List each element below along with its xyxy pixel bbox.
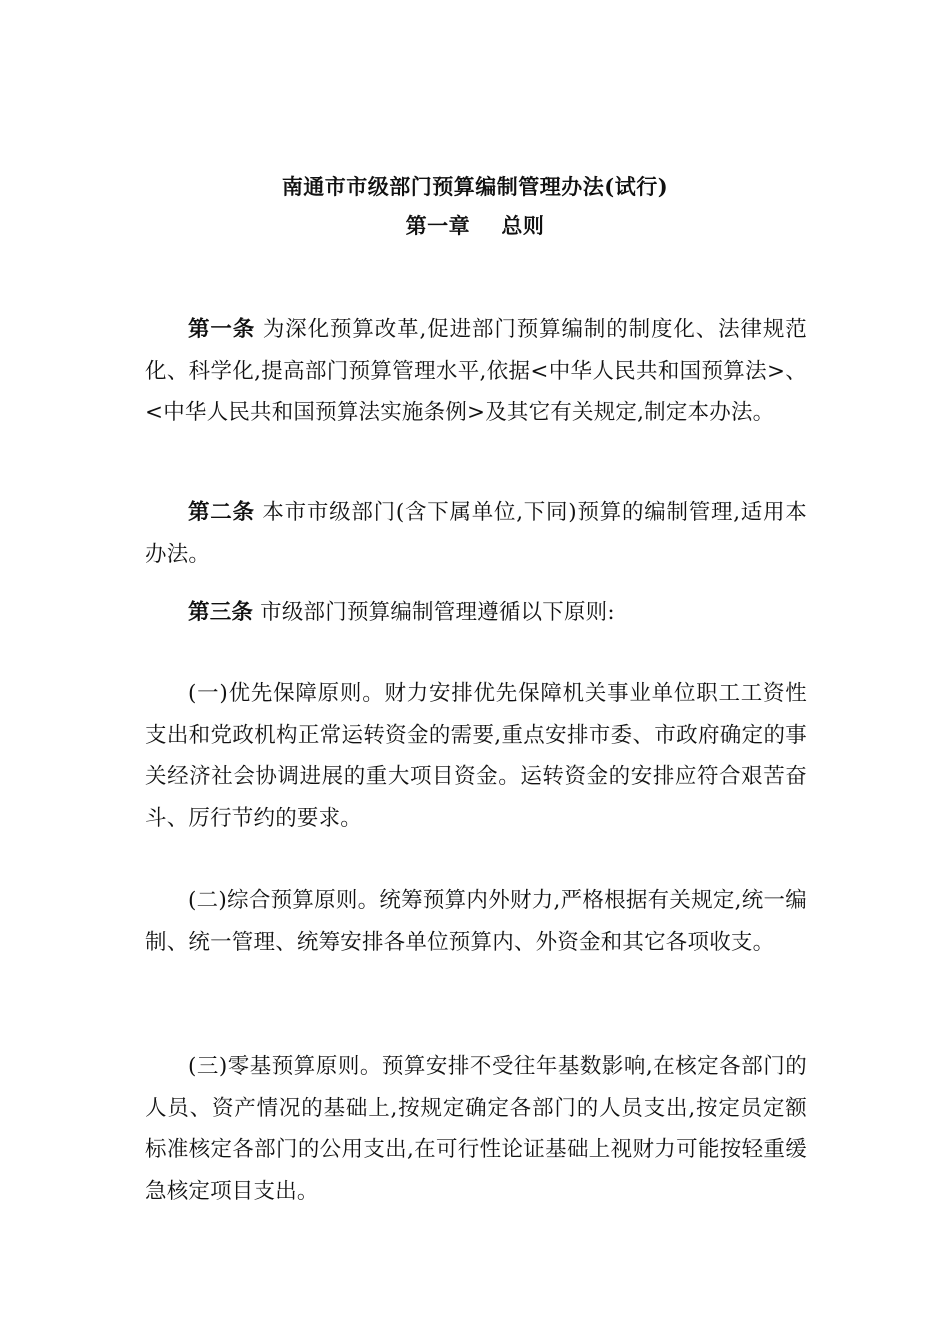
chapter-heading-text: 第一章 总则 — [405, 213, 545, 238]
article-2-label: 第二条 — [188, 500, 255, 525]
principle-2: (二)综合预算原则。统筹预算内外财力,严格根据有关规定,统一编制、统一管理、统筹安排各单位预算内、外资金和其它各项收支。 — [145, 888, 807, 955]
principle-1: (一)优先保障原则。财力安排优先保障机关事业单位职工工资性支出和党政机构正常运转资金的需要,重点安排市委、市政府确定的事关经济社会协调进展的重大项目资金。运转资金的安排应符合艰苦奋斗、厉行节约的要求。 — [145, 681, 807, 831]
article-3-label: 第三条 — [188, 600, 254, 625]
chapter-heading — [0, 211, 950, 241]
principle-3: (三)零基预算原则。预算安排不受往年基数影响,在核定各部门的人员、资产情况的基础上,按规定确定各部门的人员支出,按定员定额标准核定各部门的公用支出,在可行性论证基础上视财力可能按轻重缓急核定项目支出。 — [145, 1054, 807, 1204]
article-2 — [145, 492, 807, 575]
article-3-text: 市级部门预算编制管理遵循以下原则: — [260, 600, 615, 625]
article-2-text: 本市市级部门(含下属单位,下同)预算的编制管理,适用本办法。 — [145, 500, 807, 567]
document-title: 南通市市级部门预算编制管理办法(试行) — [281, 174, 669, 199]
article-1 — [145, 309, 807, 434]
article-1-text: 为深化预算改革,促进部门预算编制的制度化、法律规范化、科学化,提高部门预算管理水平,依据<中华人民共和国预算法>、<中华人民共和国预算法实施条例>及其它有关规定,制定本办法。 — [145, 317, 807, 425]
article-1-label: 第一条 — [188, 317, 256, 342]
article-3 — [145, 592, 807, 634]
